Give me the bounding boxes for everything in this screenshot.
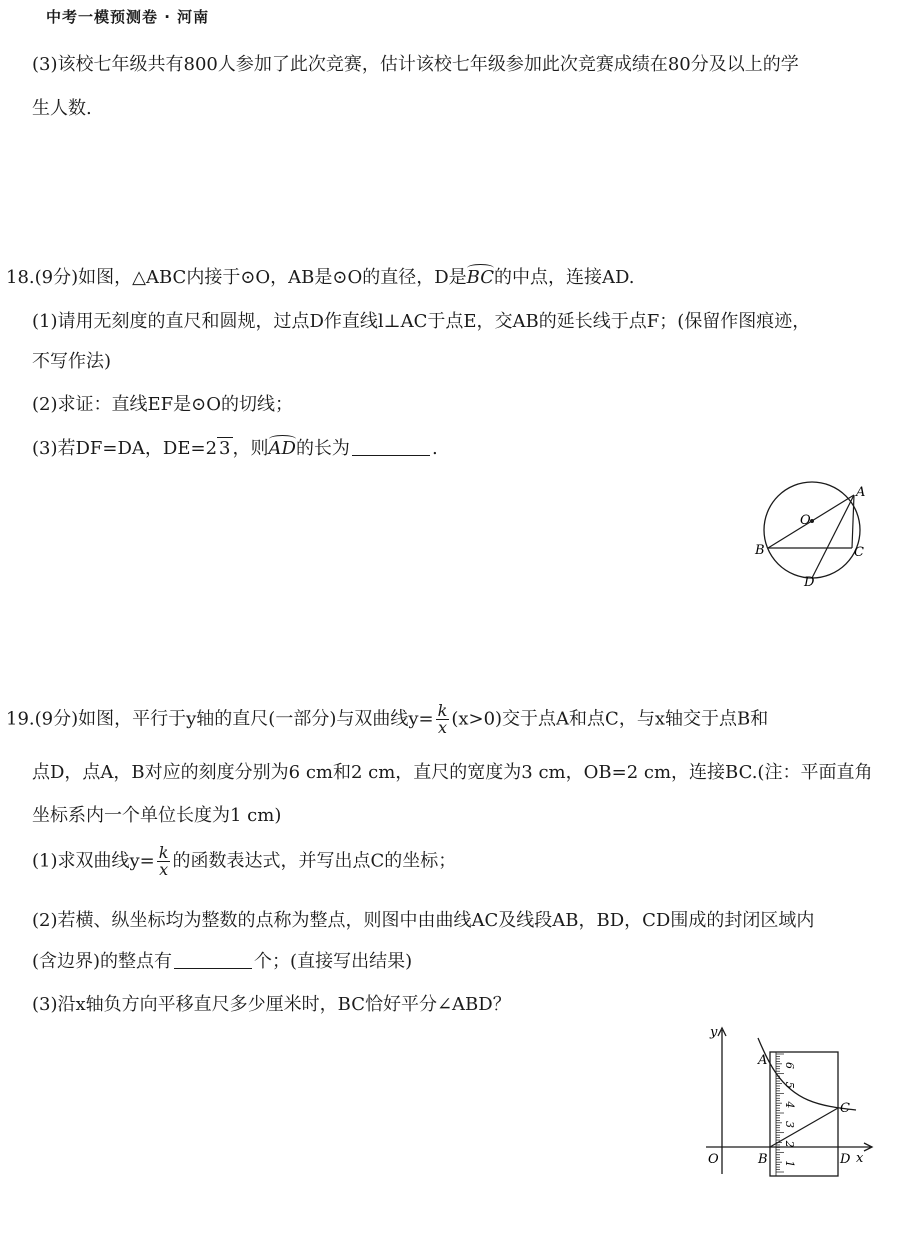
q18-score: (9分)如图， [34,267,133,288]
point-d: D [840,1152,851,1167]
ruler-tick-label: 3 [783,1121,796,1128]
q19-ruler-figure [700,1022,880,1180]
q18-stem [6,263,635,289]
q18-number: 18. [6,267,35,288]
q18-p1-line2: 不写作法) [32,351,112,372]
axis-y-label: y [710,1025,718,1040]
label-b: B [755,543,765,558]
q19-stem-line3: 坐标系内一个单位长度为1 cm) [32,805,282,826]
page-header: 中考一模预测卷 · 河南 [46,8,210,26]
q19-stem-line2: 点D，点A，B对应的刻度分别为6 cm和2 cm，直尺的宽度为3 cm，OB=2 cm，连接BC.(注：平面直角 [32,762,873,783]
q19-p2-line2: (含边界)的整点有 个；(直接写出结果) [32,951,413,972]
answer-blank-2[interactable] [174,968,252,969]
q19-p3: (3)沿x轴负方向平移直尺多少厘米时，BC恰好平分∠ABD？ [32,994,511,1015]
q19-p2-line1: (2)若横、纵坐标均为整数的点称为整点，则图中由曲线AC及线段AB，BD，CD围成的封闭区域内 [32,910,815,931]
answer-blank[interactable] [352,455,430,456]
point-b: B [758,1152,768,1167]
q18-p1-line1: (1)请用无刻度的直尺和圆规，过点D作直线l⊥AC于点E，交AB的延长线于点F；(保留作图痕迹， [32,311,811,332]
q17-part3-line1: (3)该校七年级共有800人参加了此次竞赛，估计该校七年级参加此次竞赛成绩在80分及以上的学 [32,54,799,75]
axis-x-label: x [856,1151,864,1166]
ruler-tick-label: 2 [783,1140,796,1148]
q18-circle-figure [752,480,882,592]
ruler-tick-label: 6 [783,1062,796,1069]
label-o: O [800,513,811,528]
ruler-tick-label: 4 [783,1101,796,1109]
label-d: D [804,575,815,590]
q19-p1: (1)求双曲线y= $\frac{k}{x}$ 的函数表达式，并写出点C的坐标； [32,843,457,879]
point-a: A [758,1053,768,1068]
label-c: C [854,545,864,560]
q18-p2: (2)求证：直线EF是⊙O的切线； [32,394,293,415]
ruler-tick-label: 5 [783,1081,796,1089]
q18-arc-bc: BC [466,267,494,288]
sqrt-3: 3 [219,438,231,459]
q19-number: 19. [6,708,35,730]
q18-stem-a: △ABC内接于⊙O，AB是⊙O的直径，D是 [132,267,467,288]
fraction-k-over-x-2: $\frac{k}{x}$ [158,843,169,879]
q18-arc-ad: AD [268,438,296,459]
fraction-k-over-x: $\frac{k}{x}$ [437,701,448,737]
q18-stem-b: 的中点，连接AD. [494,267,635,288]
label-a: A [856,485,866,500]
ruler-tick-label: 1 [783,1160,796,1168]
q19-stem-line1: 19.(9分)如图，平行于y轴的直尺(一部分)与双曲线y= $\frac{k}{x}$ (x>0)交于点A和点C，与x轴交于点B和 [6,701,769,737]
origin-label: O [708,1152,719,1167]
q17-part3-line2: 生人数. [32,98,92,119]
point-c: C [840,1101,850,1116]
q18-p3: (3)若DF=DA，DE=2 3 ，则AD的长为 . [32,438,438,459]
